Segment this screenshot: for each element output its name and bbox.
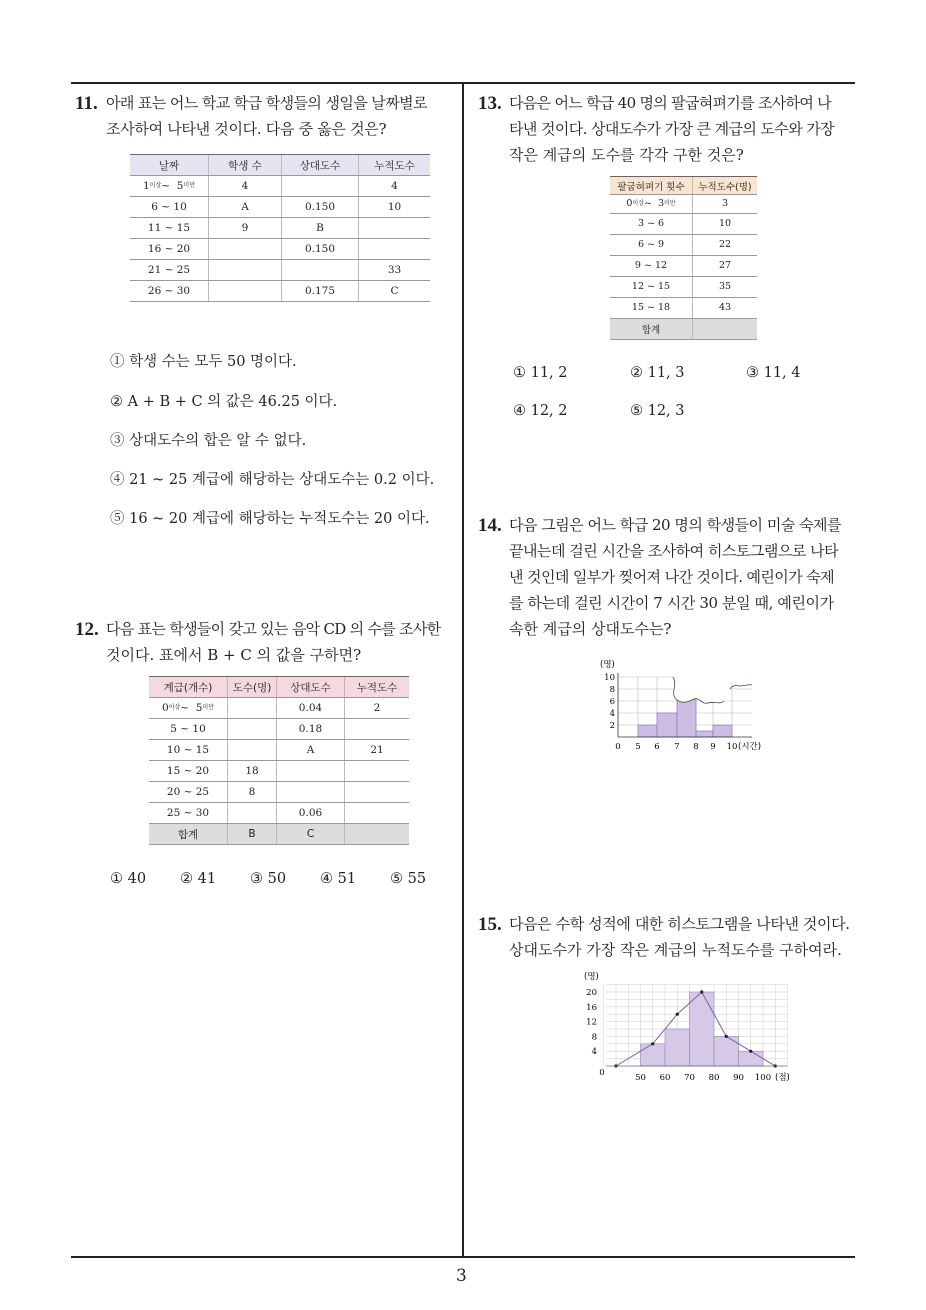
question-text-line: 다음 표는 학생들이 갖고 있는 음악 CD 의 수를 조사한 bbox=[106, 620, 441, 638]
y-tick-label: 10 bbox=[604, 673, 615, 683]
option[interactable]: ③ 50 bbox=[250, 871, 287, 887]
table-cell: 10 bbox=[359, 197, 431, 218]
x-tick-label: 7 bbox=[674, 742, 680, 752]
table-header: 팔굽혀펴기 횟수 bbox=[610, 177, 693, 195]
table-cell: 9 bbox=[209, 218, 282, 239]
histogram-bar bbox=[657, 713, 677, 737]
x-tick-label: 10 bbox=[726, 742, 738, 752]
table-cell bbox=[345, 761, 410, 782]
table-cell bbox=[228, 740, 277, 761]
question-text-line: 작은 계급의 도수를 각각 구한 것은? bbox=[509, 146, 744, 164]
x-axis-label: (점) bbox=[775, 1073, 790, 1083]
table-cell bbox=[277, 782, 345, 803]
question-14 bbox=[478, 512, 863, 642]
histogram-bar bbox=[713, 725, 732, 737]
y-axis-label: (명) bbox=[584, 972, 599, 982]
table-cell: 12 ~ 15 bbox=[610, 276, 693, 297]
table-cell: 0.18 bbox=[277, 719, 345, 740]
table-cell: 0.04 bbox=[277, 698, 345, 719]
y-tick-label: 2 bbox=[609, 721, 615, 731]
histogram-bar bbox=[739, 1051, 764, 1066]
option[interactable]: ② 41 bbox=[180, 871, 217, 887]
table-cell: C bbox=[359, 281, 431, 302]
table-cell: 20 ~ 25 bbox=[149, 782, 228, 803]
table-cell bbox=[345, 782, 410, 803]
polygon-point bbox=[725, 1035, 728, 1038]
polygon-point bbox=[749, 1050, 752, 1053]
x-tick-label: 90 bbox=[733, 1073, 744, 1083]
table-header: 학생 수 bbox=[209, 155, 282, 176]
torn-edge bbox=[730, 685, 752, 689]
table-cell: 25 ~ 30 bbox=[149, 803, 228, 824]
table-cell: 10 ~ 15 bbox=[149, 740, 228, 761]
histogram-bar bbox=[714, 1036, 739, 1066]
question-11 bbox=[75, 90, 460, 142]
table-cell: 0.06 bbox=[277, 803, 345, 824]
table-cell bbox=[693, 318, 758, 339]
table-cell: 5 ~ 10 bbox=[149, 719, 228, 740]
table-header: 누적도수(명) bbox=[693, 177, 758, 195]
question-text-line: 것이다. 표에서 B + C 의 값을 구하면? bbox=[106, 646, 362, 664]
option[interactable]: ⑤ 16 ~ 20 계급에 해당하는 누적도수는 20 이다. bbox=[110, 511, 430, 527]
option[interactable]: ① 11, 2 bbox=[513, 365, 568, 381]
table-cell bbox=[209, 239, 282, 260]
question-number: 13. bbox=[478, 93, 502, 114]
table-header: 계급(개수) bbox=[149, 677, 228, 698]
option[interactable]: ② A + B + C 의 값은 46.25 이다. bbox=[110, 394, 338, 410]
question-text-line: 다음은 어느 학급 40 명의 팔굽혀펴기를 조사하여 나 bbox=[509, 94, 831, 112]
histogram-bar bbox=[641, 1044, 666, 1066]
math-score-histogram bbox=[570, 966, 800, 1086]
table-cell bbox=[228, 698, 277, 719]
question-number: 12. bbox=[75, 619, 99, 640]
polygon-point bbox=[700, 990, 703, 993]
option[interactable]: ⑤ 12, 3 bbox=[630, 403, 685, 419]
x-tick-label: 60 bbox=[659, 1073, 671, 1083]
table-cell: 35 bbox=[693, 276, 758, 297]
y-tick-label: 12 bbox=[586, 1017, 597, 1028]
music-cd-table bbox=[149, 676, 409, 845]
table-cell bbox=[345, 719, 410, 740]
table-cell: 0.175 bbox=[282, 281, 359, 302]
bottom-rule bbox=[71, 1256, 855, 1258]
question-text-line: 타낸 것이다. 상대도수가 가장 큰 계급의 도수와 가장 bbox=[509, 120, 835, 138]
table-cell bbox=[228, 803, 277, 824]
table-cell: $1^{이상}\sim$ $5^{미만}$ bbox=[130, 176, 209, 197]
question-text-line: 다음은 수학 성적에 대한 히스토그램을 나타낸 것이다. bbox=[509, 915, 850, 933]
table-cell: 43 bbox=[693, 297, 758, 318]
table-cell: 8 bbox=[228, 782, 277, 803]
x-tick-label: 9 bbox=[710, 742, 716, 752]
table-cell: 0.150 bbox=[282, 197, 359, 218]
y-tick-label: 8 bbox=[609, 685, 615, 695]
y-tick-label: 4 bbox=[609, 709, 615, 719]
table-cell: A bbox=[277, 740, 345, 761]
table-header: 상대도수 bbox=[277, 677, 345, 698]
table-cell: B bbox=[282, 218, 359, 239]
y-tick-label: 20 bbox=[586, 988, 597, 998]
histogram-bar bbox=[638, 725, 657, 737]
option[interactable]: ① 학생 수는 모두 50 명이다. bbox=[110, 354, 297, 370]
y-axis-label: (명) bbox=[600, 660, 615, 670]
question-text-line: 속한 계급의 상대도수는? bbox=[509, 620, 672, 638]
birthday-table bbox=[130, 154, 430, 302]
table-header: 상대도수 bbox=[282, 155, 359, 176]
table-cell: 18 bbox=[228, 761, 277, 782]
question-text-line: 다음 그림은 어느 학급 20 명의 학생들이 미술 숙제를 bbox=[509, 516, 842, 534]
option[interactable]: ④ 21 ~ 25 계급에 해당하는 상대도수는 0.2 이다. bbox=[110, 472, 435, 488]
table-cell: $0^{이상}\sim$ $5^{미만}$ bbox=[149, 698, 228, 719]
question-text-line: 끝내는데 걸린 시간을 조사하여 히스토그램으로 나타 bbox=[509, 542, 839, 560]
table-cell: 합계 bbox=[610, 318, 693, 339]
table-cell: 9 ~ 12 bbox=[610, 255, 693, 276]
option[interactable]: ② 11, 3 bbox=[630, 365, 685, 381]
table-cell bbox=[228, 719, 277, 740]
option[interactable]: ④ 51 bbox=[320, 871, 357, 887]
option[interactable]: ③ 상대도수의 합은 알 수 없다. bbox=[110, 433, 307, 449]
table-header: 날짜 bbox=[130, 155, 209, 176]
table-cell bbox=[277, 761, 345, 782]
question-text-line: 를 하는데 걸린 시간이 7 시간 30 분일 때, 예린이가 bbox=[509, 594, 834, 612]
x-tick-label: 70 bbox=[684, 1073, 695, 1083]
x-tick-label: 0 bbox=[599, 1068, 605, 1078]
table-cell: 10 bbox=[693, 213, 758, 234]
polygon-point bbox=[676, 1013, 679, 1016]
table-cell bbox=[345, 824, 410, 845]
x-tick-label: 0 bbox=[615, 742, 621, 752]
table-cell: 3 bbox=[693, 195, 758, 214]
option[interactable]: ④ 12, 2 bbox=[513, 403, 568, 419]
question-15 bbox=[478, 911, 868, 963]
y-tick-label: 4 bbox=[591, 1047, 597, 1058]
table-cell: 15 ~ 18 bbox=[610, 297, 693, 318]
x-tick-label: 5 bbox=[635, 742, 641, 752]
x-tick-label: 100 bbox=[754, 1073, 772, 1083]
question-text-line: 조사하여 나타낸 것이다. 다음 중 옳은 것은? bbox=[106, 120, 387, 138]
y-tick-label: 8 bbox=[591, 1032, 597, 1043]
table-cell bbox=[209, 281, 282, 302]
page-number: 3 bbox=[456, 1266, 467, 1286]
table-cell: 16 ~ 20 bbox=[130, 239, 209, 260]
table-cell: 6 ~ 10 bbox=[130, 197, 209, 218]
x-tick-label: 8 bbox=[693, 742, 699, 752]
table-cell: 4 bbox=[209, 176, 282, 197]
question-number: 11. bbox=[75, 93, 98, 114]
table-cell bbox=[282, 260, 359, 281]
x-tick-label: 6 bbox=[654, 742, 660, 752]
table-cell: 0.150 bbox=[282, 239, 359, 260]
question-text-line: 아래 표는 어느 학교 학급 학생들의 생일을 날짜별로 bbox=[106, 94, 427, 112]
table-cell: 2 bbox=[345, 698, 410, 719]
question-text-line: 상대도수가 가장 작은 계급의 누적도수를 구하여라. bbox=[509, 941, 842, 959]
table-cell: 21 ~ 25 bbox=[130, 260, 209, 281]
polygon-point bbox=[651, 1042, 654, 1045]
table-cell: 33 bbox=[359, 260, 431, 281]
table-header: 누적도수 bbox=[359, 155, 431, 176]
table-cell: A bbox=[209, 197, 282, 218]
question-12 bbox=[75, 616, 460, 668]
table-header: 누적도수 bbox=[345, 677, 410, 698]
table-cell bbox=[359, 239, 431, 260]
pushup-table bbox=[610, 176, 757, 340]
table-cell: 21 bbox=[345, 740, 410, 761]
x-tick-label: 80 bbox=[708, 1073, 720, 1083]
table-cell bbox=[345, 803, 410, 824]
table-cell: 3 ~ 6 bbox=[610, 213, 693, 234]
question-number: 14. bbox=[478, 515, 502, 536]
question-13 bbox=[478, 90, 863, 168]
table-cell bbox=[282, 176, 359, 197]
table-cell: 22 bbox=[693, 234, 758, 255]
option[interactable]: ③ 11, 4 bbox=[746, 365, 801, 381]
homework-histogram bbox=[590, 655, 780, 755]
table-cell: C bbox=[277, 824, 345, 845]
question-text-line: 낸 것인데 일부가 찢어져 나간 것이다. 예린이가 숙제 bbox=[509, 568, 835, 586]
torn-area bbox=[673, 673, 752, 703]
table-cell: 15 ~ 20 bbox=[149, 761, 228, 782]
table-cell bbox=[209, 260, 282, 281]
column-divider bbox=[462, 82, 464, 1258]
histogram-bar bbox=[696, 731, 713, 737]
y-tick-label: 6 bbox=[609, 697, 615, 707]
table-cell: 6 ~ 9 bbox=[610, 234, 693, 255]
option[interactable]: ① 40 bbox=[110, 871, 147, 887]
table-cell: 11 ~ 15 bbox=[130, 218, 209, 239]
table-cell: 합계 bbox=[149, 824, 228, 845]
question-number: 15. bbox=[478, 914, 502, 935]
table-cell: 26 ~ 30 bbox=[130, 281, 209, 302]
x-tick-label: 50 bbox=[635, 1073, 646, 1083]
table-cell: 4 bbox=[359, 176, 431, 197]
x-axis-label: (시간) bbox=[738, 742, 762, 752]
table-cell: $0^{이상}\sim$ $3^{미만}$ bbox=[610, 195, 693, 214]
table-cell: 27 bbox=[693, 255, 758, 276]
table-header: 도수(명) bbox=[228, 677, 277, 698]
table-cell bbox=[359, 218, 431, 239]
option[interactable]: ⑤ 55 bbox=[390, 871, 427, 887]
histogram-bar bbox=[665, 1029, 690, 1066]
table-cell: B bbox=[228, 824, 277, 845]
y-tick-label: 16 bbox=[586, 1002, 597, 1013]
histogram-bar bbox=[690, 992, 715, 1066]
